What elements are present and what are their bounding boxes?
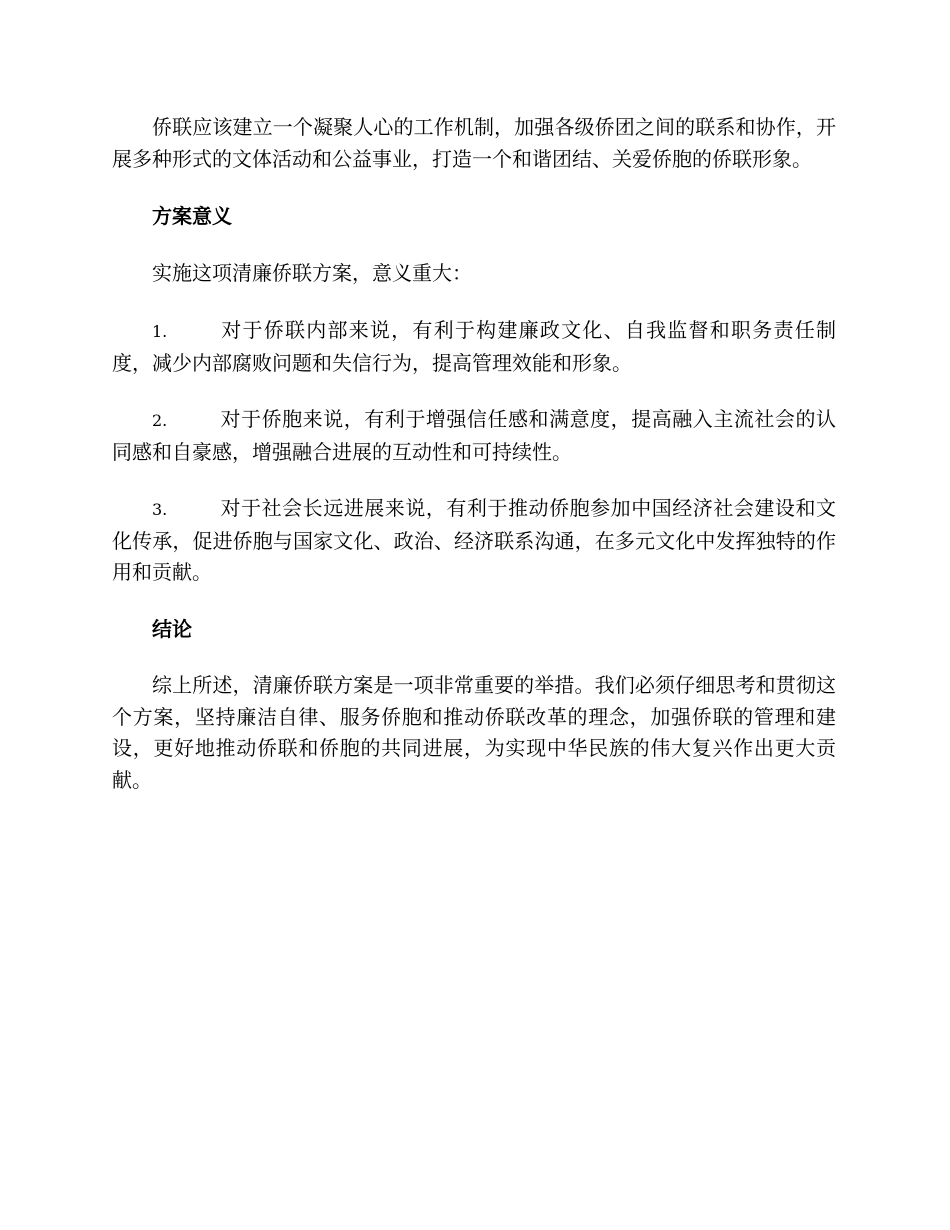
list-item-text: 对于侨联内部来说，有利于构建廉政文化、自我监督和职务责任制度，减少内部腐败问题和失信行为，提高管理效能和形象。 — [112, 318, 836, 375]
list-item-text: 对于社会长远进展来说，有利于推动侨胞参加中国经济社会建设和文化传承，促进侨胞与国家文化、政治、经济联系沟通，在多元文化中发挥独特的作用和贡献。 — [112, 496, 836, 584]
intro-paragraph: 侨联应该建立一个凝聚人心的工作机制，加强各级侨团之间的联系和协作，开展多种形式的文体活动和公益事业，打造一个和谐团结、关爱侨胞的侨联形象。 — [112, 115, 836, 171]
list-item — [112, 404, 836, 468]
section-heading-significance: 方案意义 — [152, 204, 232, 228]
conclusion-paragraph: 综上所述，清廉侨联方案是一项非常重要的举措。我们必须仔细思考和贯彻这个方案，坚持廉洁自律、服务侨胞和推动侨联改革的理念，加强侨联的管理和建设，更好地推动侨联和侨胞的共同进展，为实现中华民族的伟大复兴作出更大贡献。 — [112, 673, 836, 792]
section-heading-conclusion: 结论 — [152, 616, 192, 641]
list-item-number: 2. — [152, 411, 168, 430]
significance-lead-paragraph: 实施这项清廉侨联方案，意义重大： — [152, 260, 472, 285]
list-item-number: 3. — [152, 500, 168, 519]
list-item — [112, 315, 836, 379]
list-item-number: 1. — [152, 322, 168, 341]
document-page — [112, 112, 836, 796]
list-item — [112, 493, 836, 589]
list-item-text: 对于侨胞来说，有利于增强信任感和满意度，提高融入主流社会的认同感和自豪感，增强融合进展的互动性和可持续性。 — [112, 407, 836, 464]
